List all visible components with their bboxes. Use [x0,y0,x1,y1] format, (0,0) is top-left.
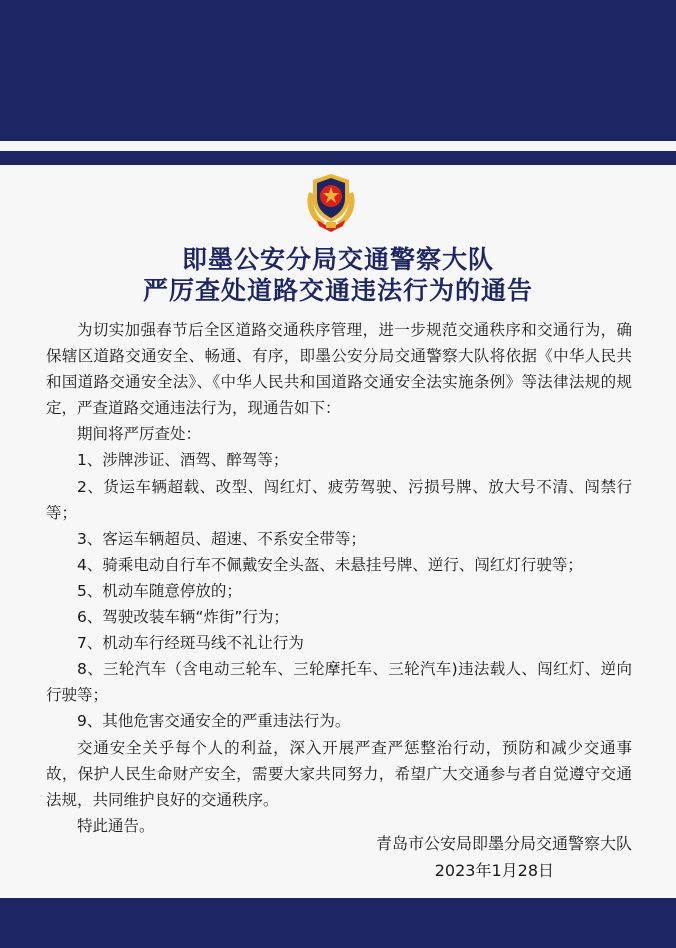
list-item: 9、其他危害交通安全的严重违法行为。 [77,712,351,731]
notice-title-line2: 严厉查处道路交通违法行为的通告 [142,276,533,305]
issue-date: 2023年1月28日 [434,861,554,880]
list-item: 5、机动车随意停放的； [77,581,242,600]
paragraph-list-intro: 期间将严厉查处： [77,425,202,444]
header-divider [0,141,676,151]
paragraph-closing: 交通安全关乎每个人的利益，深入开展严查严惩整治行动，预防和减少交通事故，保护人民生命财产安全，需要大家共同努力，希望广大交通参与者自觉遵守交通法规，共同维护良好的交通秩序。 [46,738,632,809]
list-item: 7、机动车行经斑马线不礼让行为 [77,634,304,653]
header-stripe [0,151,676,165]
notice-body [46,317,632,839]
footer-band [0,898,676,948]
list-item: 8、三轮汽车（含电动三轮车、三轮摩托车、三轮汽车)违法载人、闯红灯、逆向行驶等； [46,660,632,705]
list-item: 6、驾驶改装车辆“炸街”行为； [77,608,289,627]
list-item: 2、货运车辆超载、改型、闯红灯、疲劳驾驶、污损号牌、放大号不清、闯禁行等； [46,477,632,522]
list-item: 1、涉牌涉证、酒驾、醉驾等； [77,451,289,470]
police-emblem-icon [299,170,363,232]
list-item: 4、骑乘电动自行车不佩戴安全头盔、未悬挂号牌、逆行、闯红灯行驶等； [77,555,583,574]
header-band [0,0,676,141]
notice-title-line1: 即墨公安分局交通警察大队 [181,245,494,274]
list-item: 3、客运车辆超员、超速、不系安全带等； [77,529,366,548]
paragraph-intro: 为切实加强春节后全区道路交通秩序管理，进一步规范交通秩序和交通行为，确保辖区道路交通安全、畅通、有序，即墨公安分局交通警察大队将依据《中华人民共和国道路交通安全法》、《中华人民共和国道路交通安全法实施条例》等法律法规的规定，严查道路交通违法行为，现通告如下： [46,321,632,418]
issuer-signature: 青岛市公安局即墨分局交通警察大队 [375,834,632,853]
paragraph-final: 特此通告。 [77,816,155,835]
